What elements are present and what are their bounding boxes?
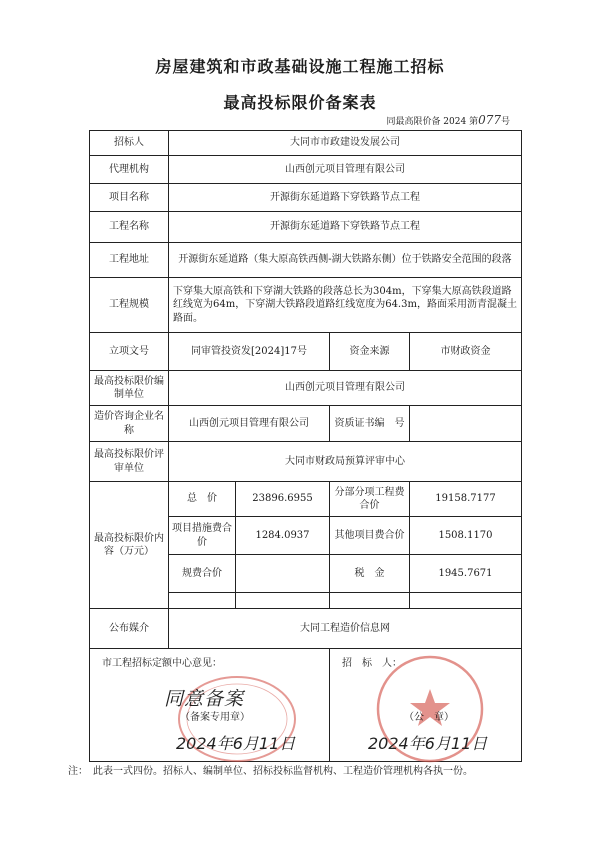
scale-label: 工程规模 — [90, 278, 169, 333]
filing-table — [89, 130, 522, 762]
scale-value: 下穿集大原高铁和下穿湖大铁路的段落总长为304m，下穿集大原高铁段道路红线宽为64m，下穿湖大铁路段道路红线宽度为64.3m，路面采用沥青混凝土路面。 — [169, 278, 522, 333]
other-item-label: 其他项目费合价 — [330, 517, 410, 555]
total-price-label: 总 价 — [169, 482, 236, 517]
measure-value: 1284.0937 — [236, 517, 330, 555]
tax-label: 税 金 — [330, 555, 410, 593]
form-subtitle: 最高投标限价备案表 — [223, 93, 377, 112]
address-label: 工程地址 — [90, 243, 169, 278]
table-row — [90, 131, 522, 156]
center-seal-note: （备案专用章） — [180, 712, 250, 723]
bidder-sign-cell — [330, 649, 522, 762]
form-title: 房屋建筑和市政基础设施工程施工招标 — [155, 57, 445, 76]
table-row — [90, 278, 522, 333]
table-row — [90, 482, 522, 517]
address-value: 开源街东延道路（集大原高铁西侧-湖大铁路东侧）位于铁路安全范围的段落 — [169, 243, 522, 278]
table-row — [90, 442, 522, 482]
approval-label: 立项文号 — [90, 333, 169, 371]
engineering-name-value: 开源街东延道路下穿铁路节点工程 — [169, 212, 522, 243]
blank-cell — [169, 593, 236, 609]
doc-number-suffix: 号 — [500, 117, 510, 127]
doc-number-prefix: 同最高限价备 2024 第 — [386, 117, 479, 127]
doc-number-value: 077 — [478, 113, 501, 127]
compiler-label: 最高投标限价编制单位 — [90, 371, 169, 406]
media-value: 大同工程造价信息网 — [169, 609, 522, 649]
project-name-value: 开源街东延道路下穿铁路节点工程 — [169, 184, 522, 212]
fund-source-label: 资金来源 — [330, 333, 410, 371]
bidder-seal-note: （公 章） — [404, 712, 454, 723]
bidder-sign-label: 招 标 人： — [342, 658, 402, 669]
bidder-date: 2024年6月11日 — [368, 734, 488, 753]
cert-value — [410, 406, 522, 442]
fund-source-value: 市财政资金 — [410, 333, 522, 371]
center-date: 2024年6月11日 — [176, 734, 296, 753]
approval-value: 同审管投资发[2024]17号 — [169, 333, 330, 371]
sub-item-value: 19158.7177 — [410, 482, 522, 517]
table-row — [90, 333, 522, 371]
table-row — [90, 371, 522, 406]
media-label: 公布媒介 — [90, 609, 169, 649]
other-item-value: 1508.1170 — [410, 517, 522, 555]
fee-label: 规费合价 — [169, 555, 236, 593]
consultant-value: 山西创元项目管理有限公司 — [169, 406, 330, 442]
table-row — [90, 243, 522, 278]
blank-cell — [330, 593, 410, 609]
total-price-value: 23896.6955 — [236, 482, 330, 517]
blank-cell — [236, 593, 330, 609]
tax-value: 1945.7671 — [410, 555, 522, 593]
table-row — [90, 156, 522, 184]
footnote: 注： 此表一式四份。招标人、编制单位、招标投标监督机构、工程造价管理机构各执一份。 — [68, 766, 473, 777]
approval-handwriting: 同意备案 — [164, 688, 245, 710]
consultant-label: 造价咨询企业名称 — [90, 406, 169, 442]
table-row — [90, 406, 522, 442]
signature-row — [90, 649, 522, 762]
bidder-value: 大同市市政建设发展公司 — [169, 131, 522, 156]
agent-value: 山西创元项目管理有限公司 — [169, 156, 522, 184]
compiler-value: 山西创元项目管理有限公司 — [169, 371, 522, 406]
cert-label: 资质证书编 号 — [330, 406, 410, 442]
agent-label: 代理机构 — [90, 156, 169, 184]
bidder-label: 招标人 — [90, 131, 169, 156]
sub-item-label: 分部分项工程费合价 — [330, 482, 410, 517]
document-number — [386, 113, 510, 127]
table-row — [90, 609, 522, 649]
center-sign-cell — [90, 649, 330, 762]
table-row — [90, 212, 522, 243]
blank-cell — [410, 593, 522, 609]
center-opinion-label: 市工程招标定额中心意见： — [102, 658, 222, 669]
table-row — [90, 184, 522, 212]
reviewer-label: 最高投标限价评审单位 — [90, 442, 169, 482]
engineering-name-label: 工程名称 — [90, 212, 169, 243]
reviewer-value: 大同市财政局预算评审中心 — [169, 442, 522, 482]
fee-value — [236, 555, 330, 593]
measure-label: 项目措施费合 价 — [169, 517, 236, 555]
price-label: 最高投标限价内容（万元） — [90, 482, 169, 609]
project-name-label: 项目名称 — [90, 184, 169, 212]
